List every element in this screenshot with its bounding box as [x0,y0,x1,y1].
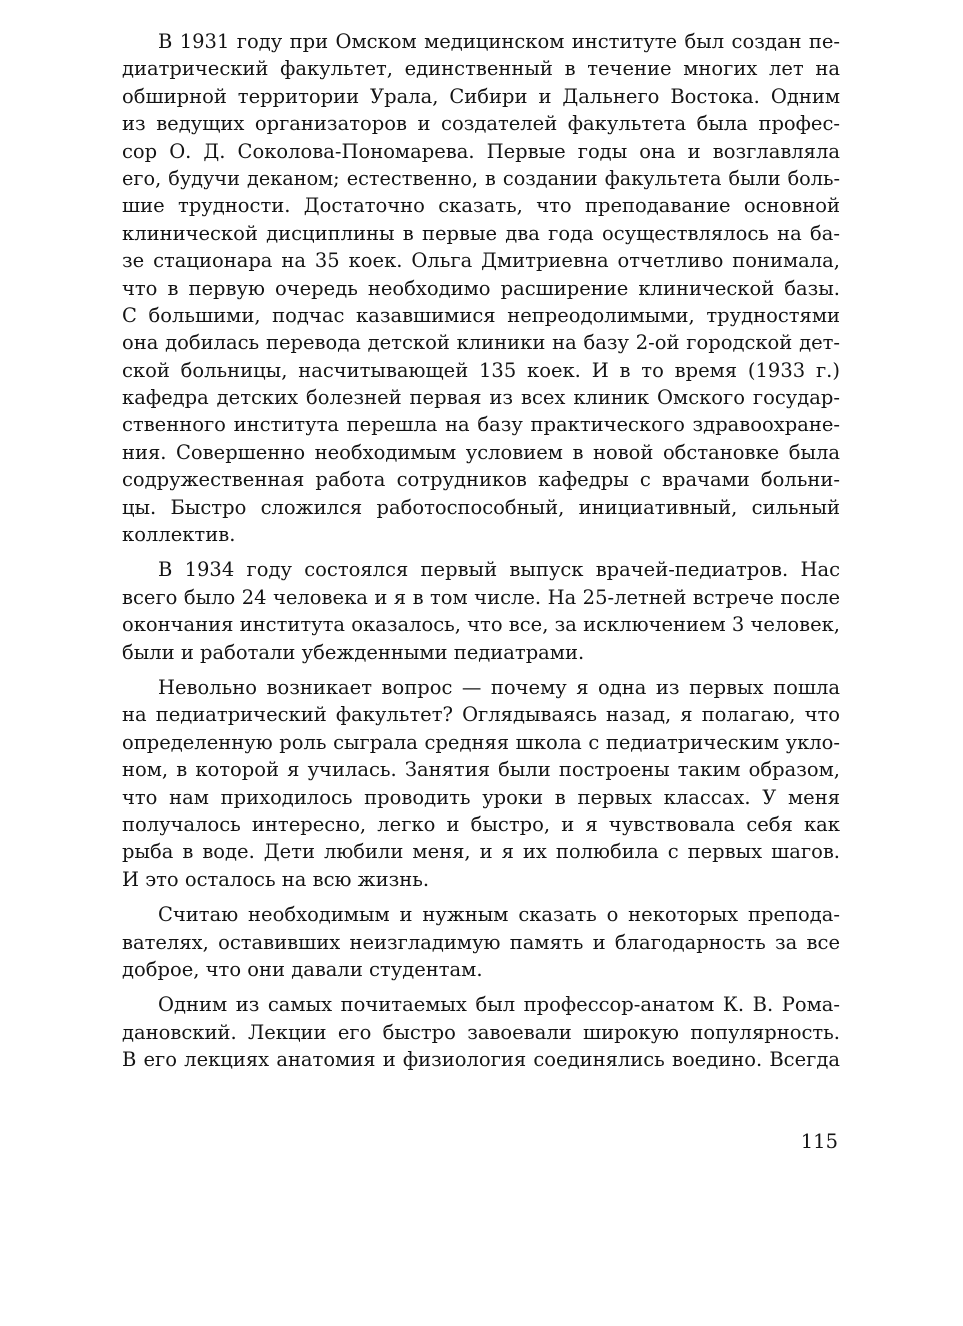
text-line: что в первую очередь необходимо расширение клинической базы. [122,276,840,300]
paragraph [122,556,840,666]
text-line: определенную роль сыграла средняя школа с педиатрическим укло- [122,730,840,754]
text-line: В его лекциях анатомия и физиология соединялись воедино. Всегда [122,1048,840,1072]
text-line: В 1934 году состоялся первый выпуск врачей-педиатров. Нас [158,558,840,582]
text-line: кафедра детских болезней первая из всех клиник Омского государ- [122,386,840,410]
text-line: обширной территории Урала, Сибири и Дальнего Востока. Одним [122,84,840,108]
text-line: цы. Быстро сложился работоспособный, инициативный, сильный [122,495,840,519]
text-line: получалось интересно, легко и быстро, и я чувствовала себя как [122,812,840,836]
text-line: шие трудности. Достаточно сказать, что преподавание основной [122,194,840,218]
text-line: всего было 24 человека и я в том числе. На 25-летней встрече после [122,585,840,609]
text-line: коллектив. [122,523,236,547]
text-line: сор О. Д. Соколова-Пономарева. Первые годы она и возглавляла [122,139,840,163]
paragraph [122,674,840,893]
page-number: 115 [800,1130,838,1153]
text-line: из ведущих организаторов и создателей факультета была профес- [122,112,840,136]
text-line: диатрический факультет, единственный в течение многих лет на [122,57,840,81]
paragraph [122,991,840,1073]
text-line: она добилась перевода детской клиники на базу 2-ой городской дет- [122,331,840,355]
text-line: И это осталось на всю жизнь. [122,867,430,891]
body-text [122,28,840,1081]
paragraph [122,28,840,548]
text-line: ственного института перешла на базу практического здравоохране- [122,413,840,437]
text-line: Считаю необходимым и нужным сказать о некоторых препода- [158,903,840,927]
text-line: дановский. Лекции его быстро завоевали широкую популярность. [122,1020,840,1044]
paragraph [122,901,840,983]
text-line: Невольно возникает вопрос — почему я одна из первых пошла [158,675,840,699]
text-line: клинической дисциплины в первые два года осуществлялось на ба- [122,221,840,245]
text-line: содружественная работа сотрудников кафедры с врачами больни- [122,468,840,492]
text-line: рыба в воде. Дети любили меня, и я их полюбила с первых шагов. [122,840,840,864]
text-line: вателях, оставивших неизгладимую память и благодарность за все [122,930,840,954]
text-line: окончания института оказалось, что все, за исключением 3 человек, [122,613,840,637]
text-line: его, будучи деканом; естественно, в создании факультета были боль- [122,166,840,190]
text-line: С большими, подчас казавшимися непреодолимыми, трудностями [122,303,840,327]
text-line: зе стационара на 35 коек. Ольга Дмитриевна отчетливо понимала, [122,249,840,273]
text-line: были и работали убежденными педиатрами. [122,640,585,664]
text-line: доброе, что они давали студентам. [122,957,483,981]
text-line: ской больницы, насчитывающей 135 коек. И в то время (1933 г.) [122,358,840,382]
text-line: В 1931 году при Омском медицинском институте был создан пе- [158,30,840,53]
text-line: что нам приходилось проводить уроки в первых классах. У меня [122,785,840,809]
text-line: ния. Совершенно необходимым условием в новой обстановке была [122,440,840,464]
text-line: на педиатрический факультет? Оглядываясь назад, я полагаю, что [122,703,840,727]
text-line: Одним из самых почитаемых был профессор-анатом К. В. Рома- [158,993,840,1017]
text-line: ном, в которой я училась. Занятия были построены таким образом, [122,758,840,782]
